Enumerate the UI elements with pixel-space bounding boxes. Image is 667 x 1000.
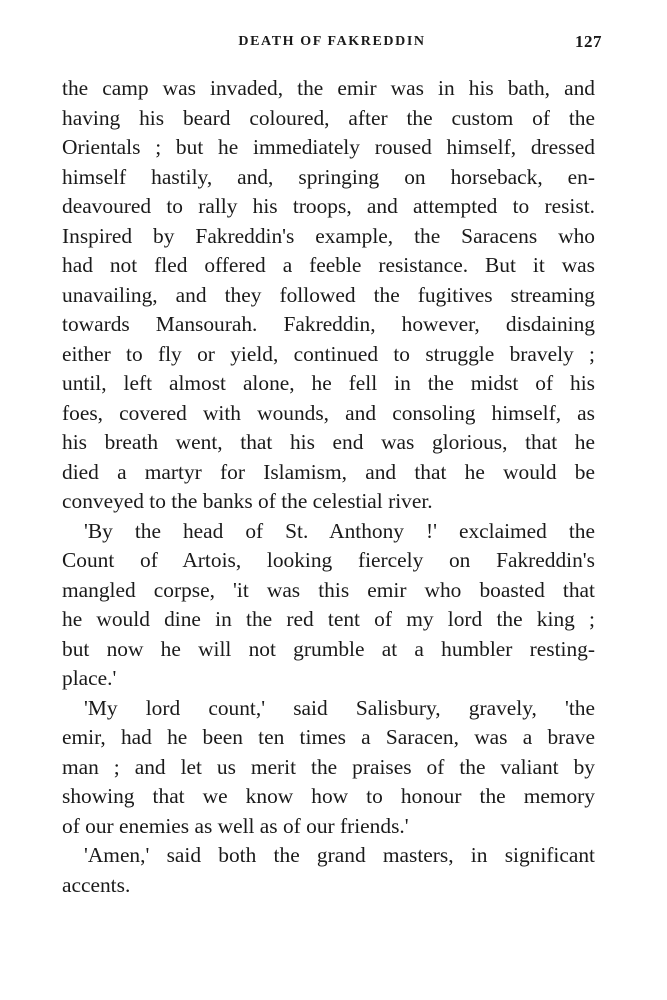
page-number: 127 <box>575 32 602 51</box>
text-line: 'By the head of St. Anthony !' exclaimed the <box>84 518 595 543</box>
text-line: conveyed to the banks of the celestial river. <box>62 489 433 513</box>
paragraph <box>62 694 595 842</box>
text-line: until, left almost alone, he fell in the midst of his <box>62 371 595 395</box>
paragraph <box>62 841 595 900</box>
text-line: of our enemies as well as of our friends.' <box>62 813 409 838</box>
text-line: Orientals ; but he immediately roused himself, dressed <box>62 135 595 159</box>
text-line: foes, covered with wounds, and consoling himself, as <box>62 400 595 425</box>
text-line: had not fled offered a feeble resistance. But it was <box>62 253 595 277</box>
running-title: DEATH OF FAKREDDIN <box>238 34 426 49</box>
text-line: mangled corpse, 'it was this emir who boasted that <box>62 577 595 602</box>
text-line: his breath went, that his end was glorious, that he <box>62 430 595 454</box>
text-line: place.' <box>62 666 117 690</box>
text-line: Inspired by Fakreddin's example, the Saracens who <box>62 223 595 248</box>
text-line: unavailing, and they followed the fugitives streaming <box>62 282 595 307</box>
running-head <box>62 34 602 56</box>
text-line: himself hastily, and, springing on horseback, en- <box>62 164 595 189</box>
text-line: but now he will not grumble at a humbler resting- <box>62 636 595 661</box>
text-line: having his beard coloured, after the custom of the <box>62 105 595 130</box>
paragraph <box>62 74 595 517</box>
text-line: man ; and let us merit the praises of the valiant by <box>62 754 595 779</box>
text-line: 'My lord count,' said Salisbury, gravely, 'the <box>84 695 595 720</box>
text-line: Count of Artois, looking fiercely on Fakreddin's <box>62 548 595 572</box>
text-line: 'Amen,' said both the grand masters, in significant <box>84 843 595 867</box>
text-line: deavoured to rally his troops, and attempted to resist. <box>62 194 595 218</box>
text-line: he would dine in the red tent of my lord the king ; <box>62 607 595 631</box>
text-line: emir, had he been ten times a Saracen, was a brave <box>62 725 595 749</box>
text-line: accents. <box>62 872 131 897</box>
text-line: towards Mansourah. Fakreddin, however, disdaining <box>62 312 595 336</box>
text-line: died a martyr for Islamism, and that he would be <box>62 459 595 484</box>
text-line: the camp was invaded, the emir was in his bath, and <box>62 76 595 100</box>
text-line: showing that we know how to honour the memory <box>62 784 595 808</box>
paragraph <box>62 517 595 694</box>
text-line: either to fly or yield, continued to struggle bravely ; <box>62 341 595 366</box>
body-text <box>62 74 595 900</box>
